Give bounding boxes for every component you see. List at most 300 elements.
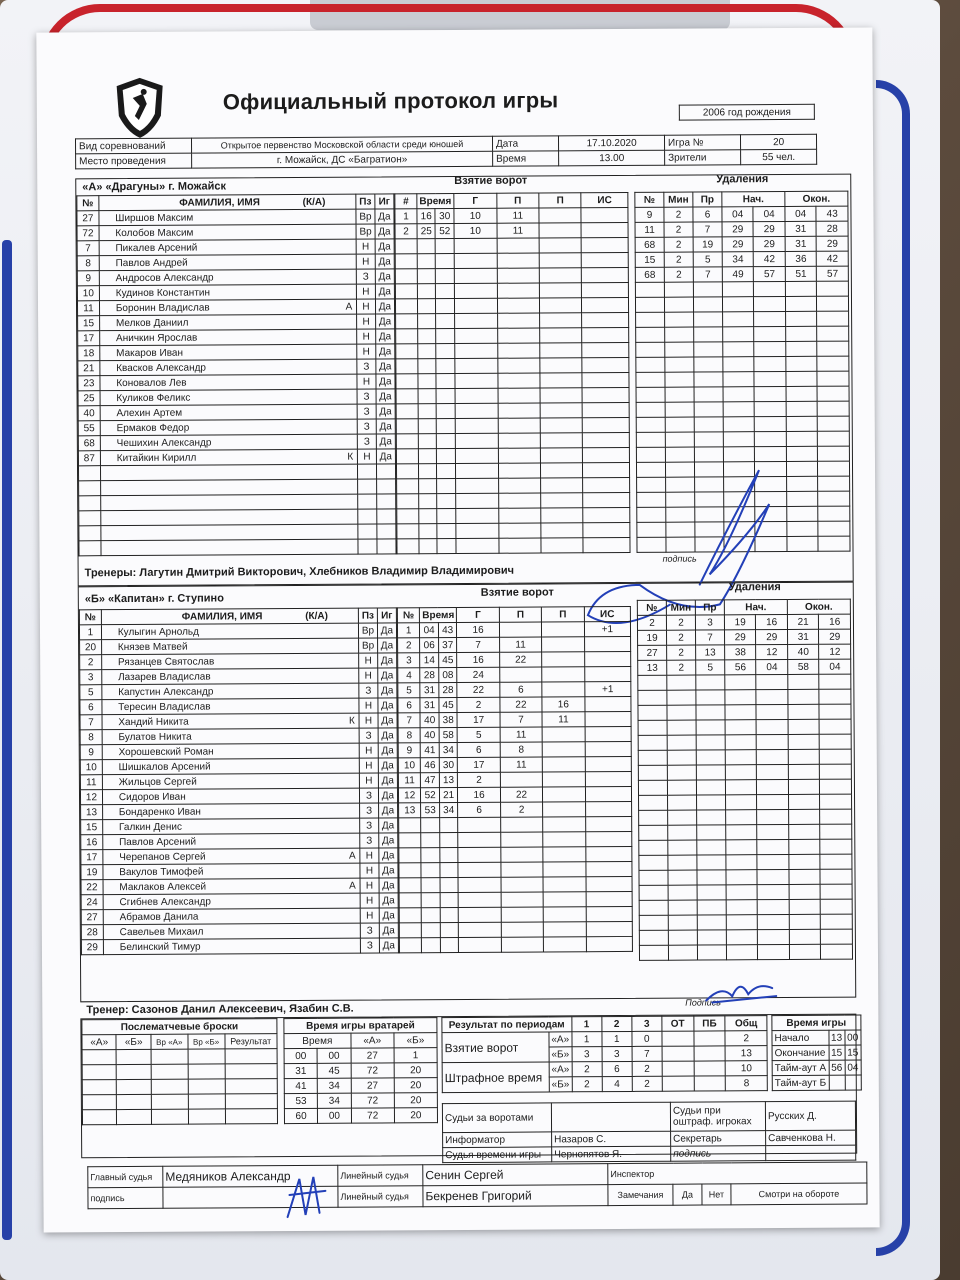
hdr-ig-b: Иг — [377, 608, 396, 623]
player-position: Н — [360, 758, 379, 773]
penalty-reason: 6 — [693, 207, 722, 222]
time-label: Время — [493, 151, 559, 166]
penalty-row-empty — [638, 704, 851, 720]
main-ref-sign-label: подпись — [88, 1187, 163, 1208]
player-played: Да — [375, 314, 394, 329]
shootout-col-gk-b: Вр «Б» — [188, 1034, 225, 1049]
goalie-time-min: 41 — [284, 1078, 317, 1093]
goal-row — [397, 621, 630, 637]
player-name-cell — [102, 713, 360, 730]
player-played: Да — [376, 419, 395, 434]
penalty-row — [635, 266, 848, 282]
player-number: 11 — [80, 775, 102, 790]
penalty-row — [635, 221, 848, 237]
goal-row-empty — [399, 921, 632, 937]
player-number: 11 — [77, 301, 99, 316]
penalty-start-min: 29 — [722, 222, 754, 237]
goalie-time-col-time: Время — [284, 1033, 351, 1048]
player-played: Да — [378, 788, 397, 803]
hdr-goal-num-b: № — [397, 608, 419, 623]
player-name: Капустин Александр — [118, 685, 214, 698]
player-number: 55 — [78, 421, 100, 436]
penalty-start-sec: 42 — [754, 251, 786, 266]
periods-title: Результат по периодам — [442, 1017, 572, 1033]
goal-assist-1: 22 — [500, 787, 542, 802]
hdr-pz-b: Пз — [359, 608, 378, 623]
penalty-end-sec: 16 — [819, 614, 851, 629]
game-time-table — [771, 1015, 861, 1092]
player-position: З — [360, 788, 379, 803]
player-name: Абрамов Данила — [119, 911, 199, 923]
line1-label: Линейный судья — [338, 1165, 423, 1187]
penalty-end-min: 21 — [787, 614, 819, 629]
pim-a-total: 10 — [726, 1061, 768, 1076]
penalty-row-empty — [639, 944, 852, 960]
player-position: Н — [360, 848, 379, 863]
goal-situation — [585, 696, 631, 711]
penalty-end-sec: 42 — [817, 251, 849, 266]
date-value: 17.10.2020 — [559, 135, 665, 151]
goal-assist-1: 22 — [499, 652, 541, 667]
goal-situation — [585, 786, 631, 801]
player-position: Н — [360, 878, 379, 893]
goal-assist-2 — [543, 787, 585, 802]
goals-b-p3: 7 — [632, 1046, 662, 1061]
player-name-cell — [100, 344, 358, 361]
player-position: Н — [357, 374, 376, 389]
goal-number: 11 — [398, 773, 420, 788]
penalty-end-sec: 12 — [819, 644, 851, 659]
goal-row-empty — [399, 846, 632, 862]
player-played: Да — [379, 923, 398, 938]
player-played: Да — [379, 848, 398, 863]
hdr-goal-situation: ИС — [581, 192, 628, 207]
penalty-row-empty — [636, 416, 849, 432]
timeout-a-label: Тайм-аут А — [772, 1060, 829, 1075]
goal-second: 58 — [439, 728, 458, 743]
player-name-cell — [99, 329, 357, 346]
team-b-title: «Б» «Капитан» г. Ступино — [84, 592, 224, 606]
goal-minute: 16 — [417, 209, 436, 224]
goal-number: 9 — [398, 743, 420, 758]
goal-row — [398, 726, 631, 742]
player-name-cell — [103, 908, 361, 925]
team-b-signature-label: Подпись — [685, 997, 722, 1008]
goal-number: 2 — [395, 224, 417, 239]
goals-b-so — [694, 1046, 726, 1061]
player-name-cell — [101, 653, 359, 670]
game-start-min: 00 — [845, 1030, 861, 1045]
player-number: 20 — [80, 640, 102, 655]
hdr-pz: Пз — [356, 194, 375, 209]
penalty-judges-label: Судьи при оштраф. игроках — [670, 1102, 765, 1132]
player-played: Да — [379, 908, 398, 923]
game-start-label: Начало — [772, 1030, 829, 1045]
line1-value: Сенин Сергей — [423, 1164, 608, 1186]
goal-second: 37 — [438, 638, 457, 653]
penalty-minutes: 2 — [664, 267, 693, 282]
penalty-start-sec: 12 — [756, 644, 788, 659]
main-ref-label: Главный судья — [88, 1166, 163, 1187]
player-played: Да — [379, 938, 398, 953]
hdr-goal-scorer: Г — [454, 193, 497, 208]
player-played: Да — [379, 893, 398, 908]
player-number: 6 — [80, 700, 102, 715]
player-name: Квасков Александр — [116, 362, 207, 374]
player-position: З — [357, 404, 376, 419]
penalty-reason: 5 — [693, 252, 722, 267]
player-position: З — [358, 434, 377, 449]
penalty-row-empty — [638, 719, 851, 735]
player-name-cell — [100, 359, 358, 376]
goal-assist-2: 16 — [542, 697, 584, 712]
player-number: 17 — [78, 331, 100, 346]
player-role: А — [345, 301, 353, 313]
goal-scorer: 10 — [454, 208, 497, 223]
goal-assist-1: 2 — [500, 802, 542, 817]
hdr-ka-b: (К/А) — [305, 610, 328, 622]
team-a-signature-label: подпись — [662, 553, 697, 564]
goal-row-empty — [396, 342, 629, 358]
player-name-cell — [99, 269, 357, 286]
shootout-table — [81, 1018, 278, 1125]
secretary-value: Савченкова Н. — [766, 1130, 856, 1146]
hdr-ig: Иг — [375, 194, 394, 209]
goal-row-empty — [399, 861, 632, 877]
timeout-b-label: Тайм-аут Б — [772, 1075, 829, 1090]
goal-number: 8 — [398, 728, 420, 743]
player-position: Н — [359, 698, 378, 713]
goal-second: 30 — [435, 209, 454, 224]
penalty-row-empty — [639, 914, 852, 930]
goal-situation: +1 — [584, 681, 630, 696]
player-position: Н — [357, 284, 376, 299]
player-position: З — [357, 389, 376, 404]
player-number: 87 — [78, 451, 100, 466]
penalty-reason: 13 — [696, 645, 725, 660]
goalie-time-team-a: 72 — [351, 1108, 394, 1123]
period-col-2: 2 — [602, 1016, 632, 1031]
penalty-start-min: 56 — [725, 660, 757, 675]
timeout-a-min: 56 — [829, 1060, 845, 1075]
player-played: Да — [378, 833, 397, 848]
goals-a-so — [694, 1031, 726, 1046]
goal-number: 3 — [398, 653, 420, 668]
goal-assist-1: 22 — [500, 697, 542, 712]
penalty-start-min: 49 — [722, 267, 754, 282]
remarks-no: Нет — [702, 1184, 731, 1205]
team-b-coach-signature — [702, 976, 782, 1006]
penalty-row-empty — [638, 764, 851, 780]
goal-situation — [585, 801, 631, 816]
player-name-cell — [99, 254, 357, 271]
player-name: Князев Матвей — [117, 641, 188, 653]
goalie-time-sec: 45 — [317, 1063, 350, 1078]
goal-minute: 40 — [420, 728, 439, 743]
player-played: Да — [378, 803, 397, 818]
player-number: 40 — [78, 406, 100, 421]
penalty-row-empty — [636, 386, 849, 402]
penalty-player: 27 — [638, 645, 667, 660]
player-role: К — [348, 715, 355, 727]
player-name-cell — [99, 224, 357, 241]
goal-scorer: 16 — [457, 622, 499, 637]
informator-value: Назаров С. — [552, 1131, 671, 1147]
player-name: Мелков Даниил — [115, 317, 189, 329]
hdr-goal-time: Время — [417, 194, 454, 209]
referees-table — [87, 1162, 867, 1210]
goal-second: 30 — [439, 758, 458, 773]
goalie-time-title: Время игры вратарей — [284, 1018, 437, 1034]
period-col-total: Общ — [725, 1016, 767, 1031]
goal-situation — [585, 711, 631, 726]
team-b-section — [78, 581, 857, 1008]
goal-second: 45 — [439, 653, 458, 668]
player-name-cell — [99, 299, 357, 316]
player-name-cell — [102, 773, 360, 790]
penalty-row-empty — [635, 281, 848, 297]
birth-year-box — [679, 104, 815, 121]
birth-year-value: 2006 — [702, 106, 726, 118]
player-played: Да — [375, 299, 394, 314]
period-col-so: ПБ — [693, 1016, 725, 1031]
goal-second: 52 — [435, 224, 454, 239]
player-name-cell — [99, 284, 357, 301]
inspector-label: Инспектор — [608, 1162, 867, 1185]
shootout-title: Послематчевые броски — [82, 1019, 277, 1035]
goal-row-empty — [399, 891, 632, 907]
player-played: Да — [379, 878, 398, 893]
goal-second: 34 — [439, 803, 458, 818]
player-name-cell — [100, 404, 358, 421]
player-position: З — [357, 359, 376, 374]
clipboard-blue-stripe-right — [876, 80, 910, 1256]
goal-assist-2 — [542, 682, 584, 697]
hdr-goal-assist1-b: П — [499, 607, 541, 622]
goal-row — [398, 786, 631, 802]
goal-scorer: 16 — [457, 652, 499, 667]
hdr-goal-assist2: П — [539, 193, 581, 208]
player-number: 10 — [77, 286, 99, 301]
goal-assist-2 — [543, 772, 585, 787]
goal-minute: 25 — [417, 224, 436, 239]
player-position: З — [359, 683, 378, 698]
goal-assist-1: 11 — [500, 757, 542, 772]
player-number: 17 — [81, 850, 103, 865]
player-position: З — [360, 803, 379, 818]
player-number: 13 — [81, 805, 103, 820]
player-position: З — [361, 923, 380, 938]
penalty-player: 11 — [635, 222, 664, 237]
goalie-time-row — [284, 1108, 437, 1124]
penalty-minutes: 2 — [667, 645, 696, 660]
player-played: Да — [375, 269, 394, 284]
player-played: Да — [378, 713, 397, 728]
penalty-end-min: 04 — [785, 206, 817, 221]
player-name: Павлов Андрей — [115, 257, 188, 269]
team-a-goals-title: Взятие ворот — [454, 174, 528, 188]
goal-assist-2 — [542, 667, 584, 682]
penalty-start-sec: 57 — [754, 266, 786, 281]
player-name: Хандий Никита — [118, 716, 189, 728]
goal-row-empty — [396, 432, 629, 448]
goal-assist-1 — [500, 667, 542, 682]
penalty-row-empty — [636, 311, 849, 327]
pim-b-so — [694, 1076, 726, 1091]
penalty-reason: 7 — [693, 267, 722, 282]
player-name: Кудинов Константин — [115, 287, 211, 299]
team-a-roster — [76, 193, 396, 556]
goal-row — [398, 666, 631, 682]
secretary-sign-label: подпись — [671, 1146, 766, 1162]
penalty-row — [638, 659, 851, 675]
goal-situation — [584, 666, 630, 681]
goal-row-empty — [396, 417, 629, 433]
periods-pim-b-label: «Б» — [549, 1077, 572, 1092]
line2-label: Линейный судья — [338, 1186, 423, 1208]
penalty-reason: 7 — [696, 630, 725, 645]
player-name: Тересин Владислав — [118, 701, 211, 713]
goal-number: 7 — [398, 713, 420, 728]
penalty-end-sec: 57 — [817, 266, 849, 281]
penalty-end-min: 31 — [785, 221, 817, 236]
goal-scorer: 6 — [458, 802, 500, 817]
timekeeper-label: Судья времени игры — [443, 1147, 552, 1163]
player-name-cell — [103, 938, 361, 955]
hdr-pen-min: Мин — [664, 192, 693, 207]
hdr-pen-num-b: № — [637, 600, 666, 615]
player-name-cell — [102, 743, 360, 760]
goal-minute: 31 — [420, 683, 439, 698]
penalty-end-sec: 04 — [819, 659, 851, 674]
hdr-goal-assist2-b: П — [542, 607, 584, 622]
player-position: Вр — [359, 623, 378, 638]
penalty-row — [637, 614, 850, 630]
player-name: Ширшов Максим — [115, 212, 194, 224]
competition-value: Открытое первенство Московской области среди юношей — [191, 136, 492, 153]
goal-situation — [585, 741, 631, 756]
penalty-row-empty — [638, 689, 851, 705]
team-b-penalties — [637, 599, 853, 961]
goal-situation — [581, 207, 628, 222]
goal-minute: 06 — [420, 638, 439, 653]
player-position: Н — [360, 863, 379, 878]
player-name-cell — [101, 623, 359, 640]
penalty-reason: 7 — [693, 222, 722, 237]
shootout-col-a: «А» — [82, 1035, 117, 1050]
hdr-name: ФАМИЛИЯ, ИМЯ — [179, 196, 260, 209]
goal-row — [395, 207, 628, 223]
goal-second: 08 — [439, 668, 458, 683]
goals-a-p3: 0 — [632, 1031, 662, 1046]
player-name-cell — [102, 818, 360, 835]
goal-assist-2 — [543, 802, 585, 817]
penalty-row-empty — [635, 296, 848, 312]
player-played: Да — [376, 449, 395, 464]
shootout-col-result: Результат — [224, 1034, 277, 1049]
player-name: Пикалев Арсений — [115, 242, 198, 254]
player-name-cell — [100, 374, 358, 391]
goal-situation — [585, 726, 631, 741]
pim-a-p1: 2 — [572, 1062, 602, 1077]
penalty-row-empty — [638, 779, 851, 795]
player-number: 22 — [81, 880, 103, 895]
goal-number: 2 — [398, 638, 420, 653]
penalty-minutes: 2 — [664, 222, 693, 237]
player-number: 8 — [80, 730, 102, 745]
hdr-goal-situation-b: ИС — [584, 606, 630, 621]
goal-row-empty — [399, 816, 632, 832]
hdr-pen-end-b: Окон. — [787, 599, 850, 614]
player-name-cell — [102, 728, 360, 745]
penalty-end-min: 31 — [785, 236, 817, 251]
penalty-row-empty — [639, 899, 852, 915]
goal-situation — [584, 636, 630, 651]
player-position: З — [359, 728, 378, 743]
player-position: Н — [357, 329, 376, 344]
player-number: 27 — [77, 211, 99, 226]
goal-row — [398, 771, 631, 787]
goal-number: 12 — [398, 788, 420, 803]
game-number-label: Игра № — [664, 135, 740, 150]
goalie-time-team-b: 20 — [394, 1063, 437, 1078]
player-name-cell — [102, 788, 360, 805]
goal-row — [398, 696, 631, 712]
player-name: Ермаков Федор — [116, 422, 190, 434]
player-position: Н — [357, 299, 376, 314]
penalty-row-empty — [639, 824, 852, 840]
penalty-end-sec: 29 — [817, 236, 849, 251]
goal-situation — [584, 651, 630, 666]
pim-a-so — [694, 1061, 726, 1076]
goal-assist-1 — [500, 772, 542, 787]
player-name: Сидоров Иван — [118, 791, 186, 803]
goal-scorer: 5 — [457, 727, 499, 742]
goalie-time-sec: 34 — [318, 1093, 351, 1108]
penalty-row-empty — [636, 446, 849, 462]
player-played: Да — [375, 329, 394, 344]
player-position: З — [360, 818, 379, 833]
goal-minute: 52 — [421, 788, 440, 803]
player-number: 7 — [77, 241, 99, 256]
goalie-time-sec: 00 — [318, 1108, 351, 1123]
penalty-start-min: 19 — [724, 615, 756, 630]
penalty-row-empty — [639, 809, 852, 825]
player-number: 15 — [81, 820, 103, 835]
penalty-reason: 5 — [696, 660, 725, 675]
goal-row-empty — [399, 876, 632, 892]
penalty-reason: 19 — [693, 237, 722, 252]
player-name: Савельев Михаил — [119, 926, 204, 938]
goalie-time-team-b: 20 — [394, 1108, 437, 1123]
hdr-pen-start: Нач. — [722, 191, 785, 206]
player-played: Да — [378, 773, 397, 788]
player-number: 10 — [80, 760, 102, 775]
player-name-cell — [103, 923, 361, 940]
goal-judges-label: Судьи за воротами — [442, 1103, 551, 1133]
penalty-row-empty — [639, 839, 852, 855]
summary-section — [80, 1014, 857, 1159]
goal-scorer: 10 — [454, 223, 497, 238]
periods-pim-label: Штрафное время — [442, 1062, 549, 1093]
hdr-pen-reason: Пр — [693, 192, 722, 207]
player-name: Куликов Феликс — [116, 392, 191, 404]
goal-situation — [581, 222, 628, 237]
penalty-end-min: 36 — [785, 251, 817, 266]
player-number: 29 — [81, 940, 103, 955]
goal-second: 38 — [439, 713, 458, 728]
goalie-time-row — [284, 1093, 437, 1109]
